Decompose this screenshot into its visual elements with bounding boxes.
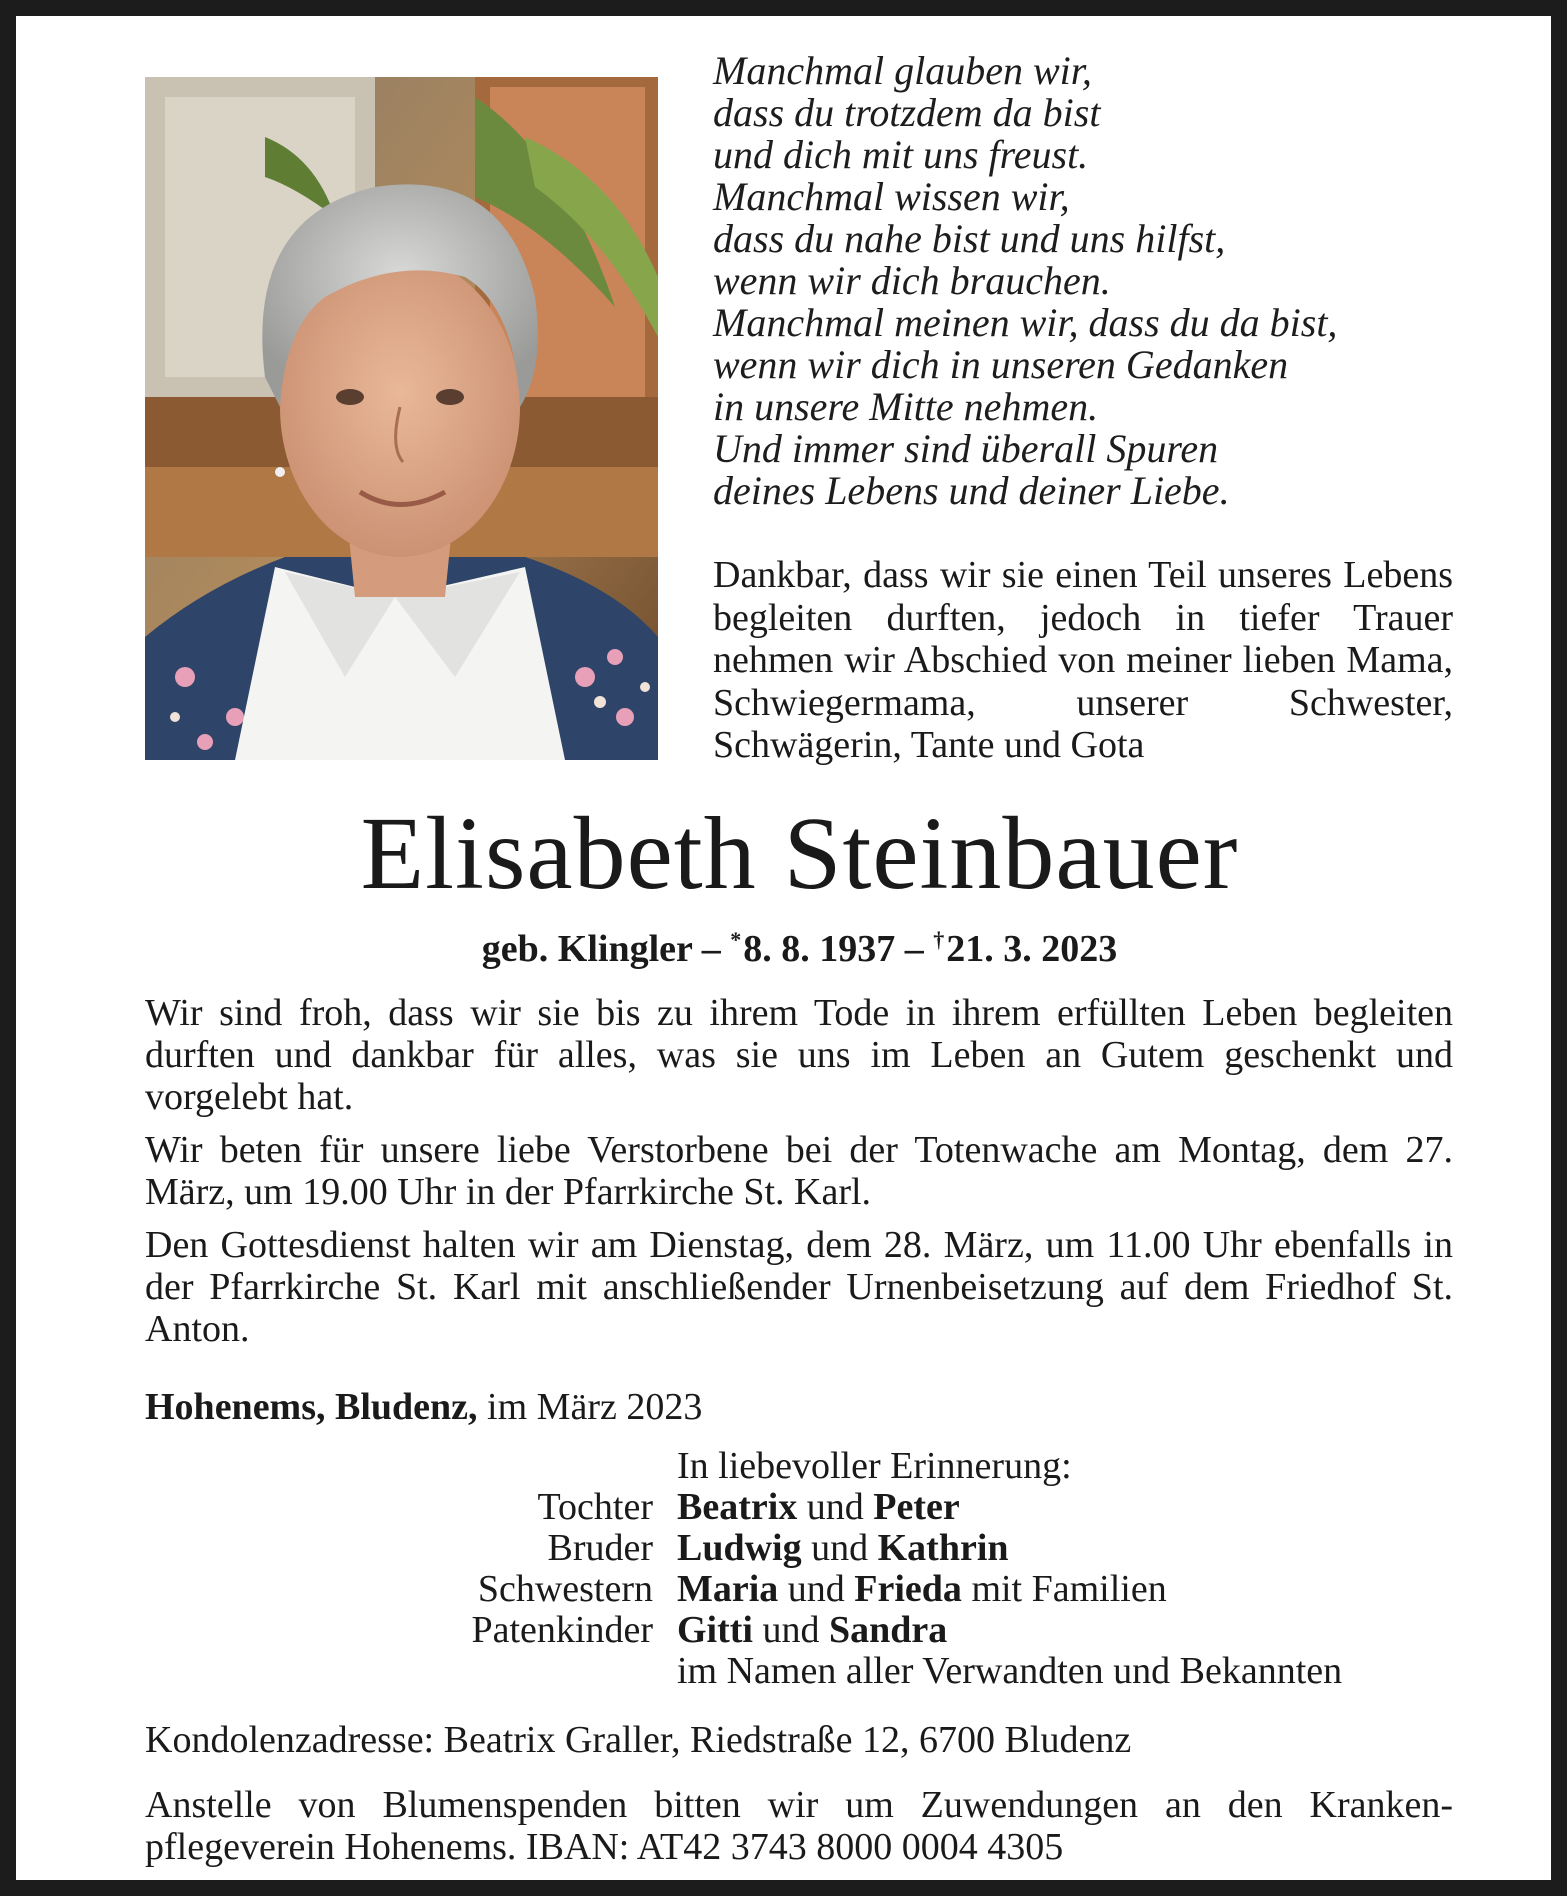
mourner-relation: Tochter	[537, 1486, 653, 1528]
mourner-conj: und	[806, 1486, 864, 1528]
mourner-row	[145, 1528, 1465, 1569]
poem-line: Manchmal meinen wir, dass du da bist,	[713, 300, 1338, 345]
place-date: im März 2023	[487, 1386, 703, 1428]
body-text	[145, 992, 1453, 1361]
mourner-name: Gitti	[677, 1609, 753, 1651]
mourners-heading: In liebevoller Erinnerung:	[677, 1445, 1072, 1487]
mourner-name: Beatrix	[677, 1486, 798, 1528]
mourner-row	[145, 1610, 1465, 1651]
mourner-name: Kathrin	[877, 1527, 1009, 1569]
mourner-relation: Patenkinder	[471, 1609, 653, 1651]
mourner-name: Peter	[873, 1486, 960, 1528]
condolence-address: Kondolenzadresse: Beatrix Graller, Riedstraße 12, 6700 Bludenz	[145, 1719, 1132, 1761]
deceased-name: Elisabeth Steinbauer	[360, 796, 1239, 911]
iban-label: IBAN:	[525, 1826, 630, 1868]
death-symbol: †	[933, 927, 945, 952]
mourner-suffix: mit Familien	[971, 1568, 1167, 1610]
mourner-name: Ludwig	[677, 1527, 802, 1569]
portrait-illustration	[145, 77, 658, 760]
mourner-relation: Bruder	[547, 1527, 653, 1569]
poem-line: und dich mit uns freust.	[713, 132, 1089, 177]
mourner-row	[145, 1569, 1465, 1610]
poem-line: deines Lebens und deiner Liebe.	[713, 468, 1230, 513]
poem-line: wenn wir dich brauchen.	[713, 258, 1111, 303]
donation-note	[145, 1784, 1453, 1868]
mourner-conj: und	[762, 1609, 820, 1651]
places: Hohenems, Bludenz,	[145, 1386, 478, 1428]
donation-text: Anstelle von Blumenspenden bitten wir um Zuwendungen an den Kranken-pflegeverein Hohenems.	[145, 1784, 1453, 1868]
poem-line: dass du trotzdem da bist	[713, 90, 1101, 135]
mourner-name: Frieda	[854, 1568, 962, 1610]
portrait-photo	[145, 77, 658, 760]
intro-text: Dankbar, dass wir sie einen Teil unseres Lebens begleiten durften, jedoch in tiefer Trauer nehmen wir Abschied von meiner lieben Mama, Schwiegermama, unserer Schwester, Schwägerin, Tante und Gota	[713, 554, 1453, 766]
mourner-name: Sandra	[828, 1609, 948, 1651]
date-separator: –	[904, 928, 924, 970]
body-paragraph: Wir sind froh, dass wir sie bis zu ihrem Tode in ihrem erfüllten Leben begleiten durften und dankbar für alles, was sie uns im Leben an Gutem geschenkt und vorgelebt hat.	[145, 992, 1453, 1118]
maiden-name: geb. Klingler	[481, 928, 693, 970]
birth-symbol: *	[730, 927, 742, 952]
date-separator: –	[701, 928, 721, 970]
mourner-conj: und	[787, 1568, 845, 1610]
poem-line: Und immer sind überall Spuren	[713, 426, 1219, 471]
mourners-list	[145, 1446, 1465, 1692]
mourner-conj: und	[811, 1527, 869, 1569]
mourners-closing: im Namen aller Verwandten und Bekannten	[677, 1650, 1343, 1692]
death-date: 21. 3. 2023	[946, 928, 1118, 970]
mourner-name: Maria	[677, 1568, 779, 1610]
birth-date: 8. 8. 1937	[743, 928, 896, 970]
mourner-relation: Schwestern	[477, 1568, 653, 1610]
place-and-date	[145, 1386, 1445, 1428]
poem-line: in unsere Mitte nehmen.	[713, 384, 1099, 429]
poem-line: dass du nahe bist und uns hilfst,	[713, 216, 1226, 261]
body-paragraph: Den Gottesdienst halten wir am Dienstag, dem 28. März, um 11.00 Uhr ebenfalls in der Pfarrkirche St. Karl mit anschließender Urnenbeisetzung auf dem Friedhof St. Anton.	[145, 1224, 1453, 1350]
poem-line: Manchmal glauben wir,	[713, 48, 1092, 93]
mourner-row	[145, 1487, 1465, 1528]
iban-number: AT42 3743 8000 0004 4305	[636, 1826, 1064, 1868]
body-paragraph: Wir beten für unsere liebe Verstorbene bei der Totenwache am Montag, dem 27. März, um 19.00 Uhr in der Pfarrkirche St. Karl.	[145, 1129, 1453, 1213]
poem	[713, 50, 1473, 512]
poem-line: wenn wir dich in unseren Gedanken	[713, 342, 1289, 387]
poem-line: Manchmal wissen wir,	[713, 174, 1070, 219]
life-dates	[16, 916, 1567, 973]
